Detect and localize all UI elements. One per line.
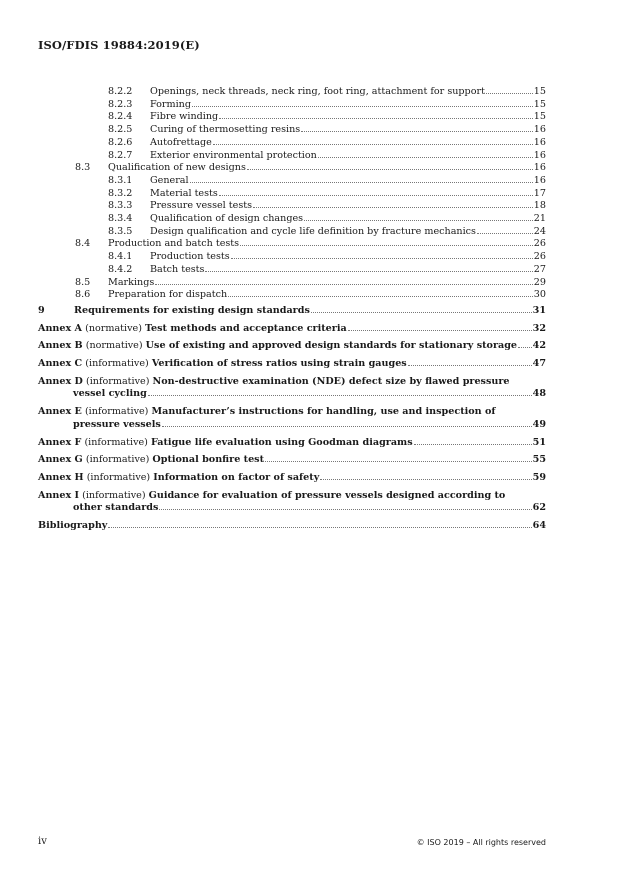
toc-entry[interactable]: [38, 111, 546, 124]
annex-label: Annex A: [38, 322, 83, 334]
toc-number: 8.2.6: [108, 136, 133, 148]
toc-page: 26: [533, 251, 546, 263]
toc-title: Preparation for dispatch: [108, 289, 228, 301]
toc-number: 8.3.3: [108, 200, 133, 212]
toc-annex-f[interactable]: [38, 437, 546, 450]
annex-label: Annex E: [38, 406, 82, 418]
bibliography-title: Bibliography: [38, 520, 108, 532]
toc-number: 8.3.1: [108, 174, 133, 186]
dot-leader: [162, 426, 532, 427]
dot-leader: [265, 461, 532, 462]
dot-leader: [148, 395, 532, 396]
dot-leader: [247, 169, 533, 170]
toc-title: Autofrettage: [150, 136, 212, 148]
toc-page: 30: [533, 289, 546, 301]
toc-entry[interactable]: [38, 137, 546, 150]
toc-number: 8.3.4: [108, 213, 133, 225]
annex-title: Optional bonfire test: [152, 454, 265, 466]
table-of-contents: [38, 86, 546, 533]
toc-page: 31: [532, 304, 546, 316]
toc-title: Material tests: [150, 187, 218, 199]
toc-page: 16: [533, 124, 546, 136]
toc-entry[interactable]: [38, 99, 546, 112]
annex-kind: (informative): [85, 358, 149, 370]
toc-page: 15: [533, 98, 546, 110]
toc-title: Qualification of new designs: [108, 162, 246, 174]
toc-number: 8.4.2: [108, 263, 133, 275]
dot-leader: [414, 444, 532, 445]
toc-number: 8.3.2: [108, 187, 133, 199]
toc-page: 27: [533, 263, 546, 275]
annex-kind: (normative): [85, 340, 143, 352]
toc-entry[interactable]: [38, 251, 546, 264]
dot-leader: [228, 296, 533, 297]
toc-page: 29: [533, 276, 546, 288]
toc-title: Production and batch tests: [108, 238, 240, 250]
toc-entry[interactable]: [38, 277, 546, 290]
toc-annex-a[interactable]: [38, 323, 546, 336]
dot-leader: [253, 207, 533, 208]
toc-annex-c[interactable]: [38, 358, 546, 371]
annex-title: Use of existing and approved design standards for stationary storage: [145, 340, 518, 352]
annex-page: 47: [532, 358, 546, 370]
annex-label: Annex F: [38, 436, 82, 448]
annex-page: 42: [532, 340, 546, 352]
annex-label: Annex D: [38, 375, 83, 387]
annex-label: Annex I: [38, 489, 80, 501]
toc-title: Curing of thermosetting resins: [150, 124, 301, 136]
annex-title: Manufacturer’s instructions for handling, use and inspection of: [151, 406, 496, 418]
toc-number: 8.2.2: [108, 86, 133, 97]
bibliography-page: 64: [532, 520, 546, 532]
dot-leader: [219, 118, 533, 119]
toc-page: 16: [533, 136, 546, 148]
toc-title: Batch tests: [150, 263, 205, 275]
dot-leader: [311, 312, 532, 313]
toc-number: 8.5: [75, 276, 91, 288]
annex-title: Test methods and acceptance criteria: [145, 322, 347, 334]
toc-entry[interactable]: [38, 150, 546, 163]
toc-entry[interactable]: [38, 238, 546, 251]
dot-leader: [190, 182, 533, 183]
toc-page: 16: [533, 162, 546, 174]
annex-page: 48: [532, 388, 546, 400]
toc-page: 16: [533, 174, 546, 186]
toc-number: 8.6: [75, 289, 91, 301]
annex-title: Guidance for evaluation of pressure vessels designed according to: [148, 489, 506, 501]
toc-number: 8.2.4: [108, 111, 133, 123]
annex-title-continued: vessel cycling: [73, 388, 147, 400]
dot-leader: [108, 527, 531, 528]
toc-bibliography[interactable]: [38, 520, 546, 533]
annex-label: Annex H: [38, 471, 84, 483]
annex-label: Annex G: [38, 454, 83, 466]
toc-title: Pressure vessel tests: [150, 200, 253, 212]
toc-entry[interactable]: [38, 124, 546, 137]
dot-leader: [304, 220, 533, 221]
toc-entry[interactable]: [38, 86, 546, 99]
dot-leader: [477, 233, 533, 234]
document-id-header: ISO/FDIS 19884:2019(E): [38, 38, 200, 52]
toc-number: 8.3.5: [108, 225, 133, 237]
toc-entry-clause-9[interactable]: [38, 305, 546, 318]
toc-annex-g[interactable]: [38, 454, 546, 467]
dot-leader: [213, 144, 533, 145]
toc-page: 16: [533, 149, 546, 161]
toc-page: 21: [533, 213, 546, 225]
annex-page: 59: [532, 471, 546, 483]
toc-title: General: [150, 174, 189, 186]
toc-number: 8.2.3: [108, 98, 133, 110]
copyright-notice: © ISO 2019 – All rights reserved: [416, 838, 546, 847]
annex-title: Verification of stress ratios using strain gauges: [151, 358, 407, 370]
annex-kind: (normative): [85, 322, 142, 334]
toc-entry[interactable]: [38, 289, 546, 302]
toc-title: Forming: [150, 98, 191, 110]
annex-page: 55: [532, 454, 546, 466]
toc-page: 17: [533, 187, 546, 199]
dot-leader: [155, 284, 533, 285]
toc-title: Qualification of design changes: [150, 213, 304, 225]
toc-annex-e[interactable]: [38, 406, 546, 431]
toc-title: Requirements for existing design standards: [74, 304, 310, 316]
annex-title-continued: other standards: [73, 502, 159, 514]
toc-number: 9: [38, 304, 45, 316]
toc-title: Design qualification and cycle life definition by fracture mechanics: [150, 225, 476, 237]
annex-kind: (informative): [84, 406, 149, 418]
annex-page: 49: [532, 418, 546, 430]
dot-leader: [408, 365, 532, 366]
toc-number: 8.3: [75, 162, 91, 174]
toc-number: 8.2.5: [108, 124, 133, 136]
toc-page: 15: [533, 111, 546, 123]
dot-leader: [486, 93, 533, 94]
annex-kind: (informative): [85, 375, 150, 387]
toc-annex-i[interactable]: [38, 490, 546, 515]
toc-number: 8.4.1: [108, 251, 133, 263]
toc-title: Openings, neck threads, neck ring, foot ring, attachment for support: [150, 86, 485, 97]
dot-leader: [231, 258, 533, 259]
toc-number: 8.4: [75, 238, 91, 250]
toc-title: Production tests: [150, 251, 230, 263]
dot-leader: [348, 330, 532, 331]
annex-kind: (informative): [84, 436, 148, 448]
dot-leader: [192, 106, 533, 107]
toc-entry[interactable]: [38, 200, 546, 213]
toc-entry[interactable]: [38, 162, 546, 175]
dot-leader: [318, 157, 533, 158]
page-number: iv: [38, 836, 47, 847]
annex-label: Annex B: [38, 340, 83, 352]
toc-page: 18: [533, 200, 546, 212]
annex-page: 32: [532, 322, 546, 334]
dot-leader: [320, 479, 531, 480]
toc-title: Fibre winding: [150, 111, 219, 123]
dot-leader: [219, 195, 533, 196]
toc-annex-h[interactable]: [38, 472, 546, 485]
annex-title-continued: pressure vessels: [73, 418, 161, 430]
dot-leader: [518, 347, 532, 348]
toc-entry[interactable]: [38, 188, 546, 201]
toc-annex-d[interactable]: [38, 376, 546, 401]
toc-title: Markings: [108, 276, 155, 288]
toc-entry[interactable]: [38, 226, 546, 239]
annex-kind: (informative): [82, 489, 146, 501]
annex-kind: (informative): [85, 454, 150, 466]
annex-page: 51: [532, 436, 546, 448]
toc-page: 26: [533, 238, 546, 250]
toc-entry[interactable]: [38, 264, 546, 277]
annex-page: 62: [532, 502, 546, 514]
dot-leader: [205, 271, 532, 272]
toc-number: 8.2.7: [108, 149, 133, 161]
annex-kind: (informative): [86, 471, 151, 483]
toc-entry[interactable]: [38, 175, 546, 188]
toc-page: 15: [533, 86, 546, 97]
toc-annex-b[interactable]: [38, 340, 546, 353]
toc-page: 24: [533, 225, 546, 237]
dot-leader: [240, 245, 533, 246]
annex-label: Annex C: [38, 358, 83, 370]
annex-title: Fatigue life evaluation using Goodman diagrams: [150, 436, 413, 448]
dot-leader: [159, 509, 531, 510]
annex-title: Information on factor of safety: [153, 471, 320, 483]
toc-title: Exterior environmental protection: [150, 149, 317, 161]
dot-leader: [301, 131, 533, 132]
toc-entry[interactable]: [38, 213, 546, 226]
annex-title: Non-destructive examination (NDE) defect size by flawed pressure: [152, 375, 510, 387]
